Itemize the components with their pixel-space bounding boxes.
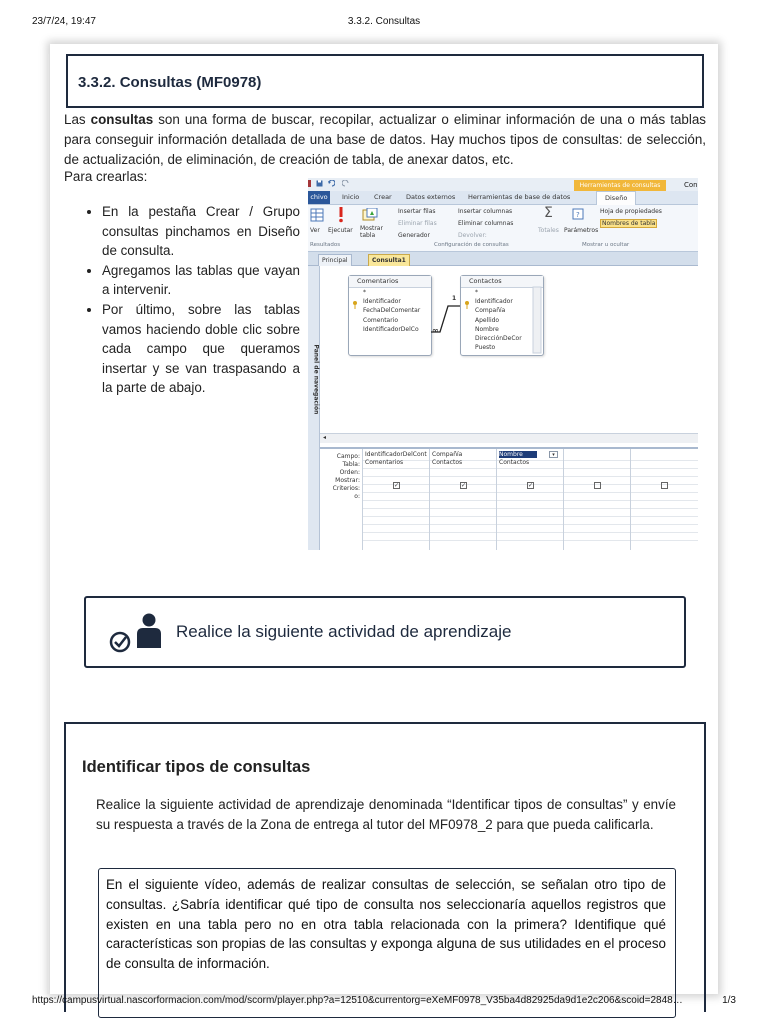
create-label: Para crearlas: (64, 169, 148, 184)
intro-bold-term: consultas (90, 112, 154, 127)
grid-label: Mostrar: (335, 477, 360, 484)
eliminar-columnas-button[interactable]: Eliminar columnas (458, 220, 514, 227)
navigation-pane-label: Panel de navegación (312, 344, 320, 415)
quick-access-toolbar (308, 178, 698, 191)
field-item[interactable]: Nombre (475, 325, 499, 333)
doc-tab-consulta1[interactable]: Consulta1 (368, 254, 410, 267)
show-checkbox[interactable]: ✓ (528, 482, 534, 489)
show-checkbox[interactable] (594, 482, 601, 489)
table-box-comentarios[interactable] (348, 275, 432, 356)
activity-task-text: En el siguiente vídeo, además de realizar consultas de selección, se señalan otro tipo de consultas. ¿Sabría identificar qué tipo de consulta nos seleccionaría aquellos registros que existen en una tabla pero no en otra tabla relacionada con la primera? Identifique qué características son propias de las consultas y exponga alguna de sus utilidades en el proceso de consulta de información. (106, 877, 666, 972)
field-item-key[interactable]: Identificador (475, 298, 513, 306)
show-checkbox[interactable] (661, 482, 668, 489)
activity-instructions: Realice la siguiente actividad de aprendizaje denominada “Identificar tipos de consultas” y envíe su respuesta a través de la Zona de entrega al tutor del MF0978_2 para que pueda calificarla. (96, 797, 676, 832)
table-box-contactos[interactable] (460, 275, 544, 356)
tab-diseno[interactable]: Diseño (596, 191, 636, 205)
grid-campo-cell-selected[interactable]: Nombre (499, 451, 537, 458)
step-item: • Por último, sobre las tablas vamos haciendo doble clic sobre cada campo que queramos insertar y se van traspasando a la parte de abajo. (102, 300, 300, 398)
intro-rest: son una forma de buscar, recopilar, actualizar o eliminar información de una o más tablas para conseguir información detallada de una base de datos. Hay muchos tipos de consultas: de selección, de actualización, de eliminación, de creación de tabla, de anexar datos, etc. (64, 112, 706, 167)
show-table-icon (362, 208, 378, 222)
grid-label: Orden: (339, 469, 360, 476)
dropdown-arrow-icon[interactable]: ▾ (549, 451, 558, 458)
grid-campo-cell[interactable]: Compañía (432, 451, 463, 458)
intro-lead: Las (64, 112, 91, 127)
view-icon (310, 208, 324, 222)
activity-title: Identificar tipos de consultas (82, 758, 311, 776)
grid-label: Tabla: (342, 461, 360, 468)
run-icon (336, 207, 346, 223)
grid-column[interactable] (630, 449, 697, 550)
scroll-left-icon[interactable]: ◂ (323, 434, 327, 441)
insertar-filas-button[interactable]: Insertar filas (398, 208, 436, 215)
mostrar-tabla-button[interactable]: Mostrar tabla (360, 225, 383, 239)
activity-banner[interactable] (84, 596, 686, 668)
field-item[interactable]: IdentificadorDelCo (363, 325, 419, 333)
query-grid (320, 447, 698, 550)
page-url: https://campusvirtual.nascorformacion.com/mod/scorm/player.php?a=12510&currentorg=eXeMF0978_V35ba4d82925da9d1e2c206&scoid=2848… (32, 995, 683, 1006)
sigma-icon: Σ (544, 205, 553, 221)
table-title: Comentarios (349, 276, 431, 288)
grid-tabla-cell[interactable]: Contactos (432, 459, 463, 466)
parametros-button[interactable]: Parámetros (564, 227, 599, 234)
parameters-icon (572, 208, 586, 222)
steps-list (64, 202, 300, 398)
tab-file[interactable]: chivo (308, 191, 330, 204)
relationship-many-label: ∞ (432, 326, 439, 335)
tab-crear[interactable]: Crear (374, 193, 392, 201)
field-item[interactable]: Puesto (475, 344, 496, 352)
query-design-area (320, 266, 698, 421)
group-mostrar-ocultar: Mostrar u ocultar (582, 242, 630, 248)
field-item[interactable]: * (475, 289, 478, 296)
ribbon (308, 205, 698, 252)
step-item: • Agregamos las tablas que vayan a intervenir. (102, 261, 300, 300)
page-number: 1/3 (722, 995, 736, 1006)
learner-activity-icon (108, 610, 168, 656)
section-header-box (66, 54, 704, 108)
window-title-fragment: Con (684, 181, 698, 189)
totales-button[interactable]: Totales (538, 227, 559, 234)
redo-icon[interactable] (342, 180, 349, 187)
activity-banner-text: Realice la siguiente actividad de aprendizaje (176, 622, 512, 641)
grid-column[interactable] (362, 449, 429, 550)
design-hscrollbar[interactable] (320, 433, 698, 443)
ejecutar-button[interactable]: Ejecutar (328, 227, 353, 234)
doc-tab-principal[interactable]: Principal (318, 254, 352, 267)
grid-row-labels (320, 453, 360, 501)
undo-icon[interactable] (328, 180, 335, 187)
grid-label: o: (354, 493, 360, 500)
tab-datos-externos[interactable]: Datos externos (406, 193, 456, 201)
nombres-tabla-button[interactable]: Nombres de tabla (602, 220, 656, 227)
ribbon-tabs (308, 191, 698, 205)
show-checkbox[interactable]: ✓ (394, 482, 400, 489)
grid-label: Campo: (336, 453, 360, 460)
generador-button[interactable]: Generador (398, 232, 430, 239)
navigation-pane[interactable] (308, 266, 320, 550)
group-configuracion: Configuración de consultas (434, 242, 509, 248)
hoja-propiedades-button[interactable]: Hoja de propiedades (600, 208, 662, 215)
step-item: • En la pestaña Crear / Grupo consultas pinchamos en Diseño de consulta. (102, 202, 300, 261)
tab-herramientas-bd[interactable]: Herramientas de base de datos (468, 193, 571, 201)
show-checkbox[interactable]: ✓ (461, 482, 467, 489)
section-title: 3.3.2. Consultas (MF0978) (78, 74, 262, 91)
ver-button[interactable]: Ver (310, 227, 320, 234)
eliminar-filas-button[interactable]: Eliminar filas (398, 220, 437, 227)
access-logo-icon (308, 180, 315, 187)
insertar-columnas-button[interactable]: Insertar columnas (458, 208, 513, 215)
field-item[interactable]: Compañía (475, 307, 506, 315)
access-query-design-screenshot (308, 178, 698, 550)
document-tabs (308, 252, 698, 266)
grid-column[interactable] (496, 449, 563, 550)
intro-paragraph (64, 110, 706, 170)
grid-tabla-cell[interactable]: Contactos (499, 459, 530, 466)
devolver-select[interactable]: Devolver: (458, 232, 487, 239)
grid-label: Criterios: (332, 485, 360, 492)
print-title: 3.3.2. Consultas (347, 16, 421, 27)
svg-text:?: ? (576, 211, 580, 219)
save-icon[interactable] (316, 180, 323, 187)
grid-campo-cell[interactable]: IdentificadorDelCont (365, 451, 427, 458)
table-title: Contactos (461, 276, 543, 288)
grid-column[interactable] (563, 449, 630, 550)
field-item[interactable]: FechaDelComentar (363, 307, 421, 315)
grid-tabla-cell[interactable]: Comentarios (365, 459, 404, 466)
tab-inicio[interactable]: Inicio (342, 193, 360, 201)
group-resultados: Resultados (310, 242, 341, 248)
field-item-key[interactable]: Identificador (363, 298, 401, 306)
context-tab-query-tools[interactable]: Herramientas de consultas (574, 180, 666, 191)
field-item[interactable]: * (363, 289, 366, 296)
field-item[interactable]: DirecciónDeCor (475, 335, 522, 343)
relationship-one-label: 1 (452, 295, 457, 302)
grid-column[interactable] (429, 449, 496, 550)
print-date: 23/7/24, 19:47 (32, 16, 96, 27)
field-item[interactable]: Apellido (475, 316, 500, 324)
activity-section (64, 722, 706, 1012)
field-item[interactable]: Comentario (363, 316, 399, 324)
